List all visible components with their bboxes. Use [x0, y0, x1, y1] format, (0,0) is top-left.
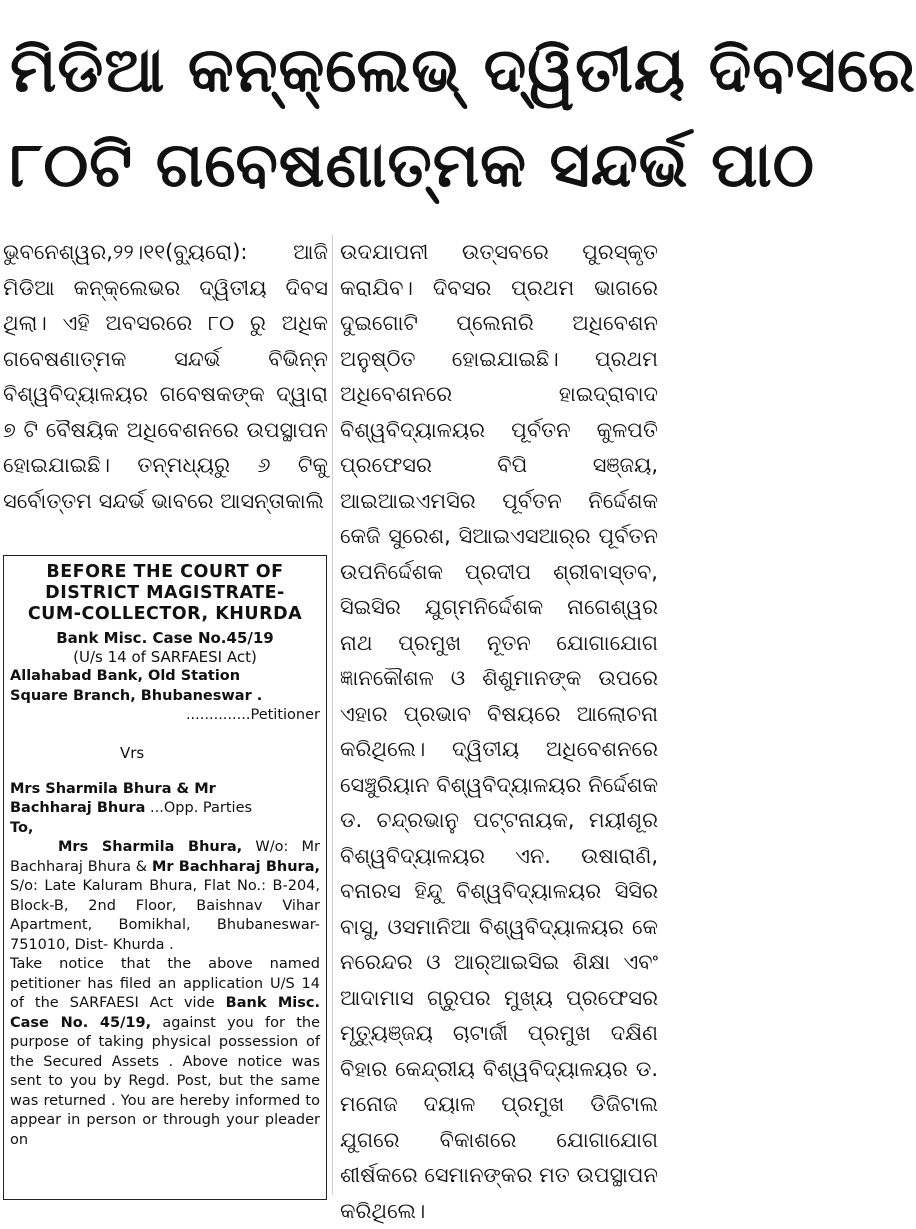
column-divider [332, 235, 333, 1195]
court-heading-line-3: CUM-COLLECTOR, KHURDA [27, 604, 303, 624]
notice-body-part-2: against you for the purpose of taking physical possession of the Secured Assets . Above notice was sent to you by Regd. Post, but the same was returned . You are hereby informed to appear in person or through your pleader on [10, 1014, 320, 1148]
notice-body-part-1: Take notice that the above named petitioner has filed an application U/S 14 of the SARFAESI Act vide [10, 956, 320, 1011]
petitioner-role: ..............Petitioner [185, 707, 320, 723]
addressee-block [10, 838, 320, 955]
article-paragraph-left: ଭୁବନେଶ୍ୱର,୨୨।୧୧(ବ୍ୟୁରୋ): ଆଜି ମିଡିଆ କନ୍‌କ୍ଲେଭର ଦ୍ୱିତୀୟ ଦିବସ ଥିଲା। ଏହି ଅବସରରେ ୮୦ ରୁ ଅଧିକ ଗବେଷଣାତ୍ମକ ସନ୍ଦର୍ଭ ବିଭିନ୍ନ ବିଶ୍ୱବିଦ୍ୟାଳୟର ଗବେଷକଙ୍କ ଦ୍ୱାରା ୭ ଟି ବୈଷୟିକ ଅଧିବେଶନରେ ଉପସ୍ଥାପନ ହୋଇଯାଇଛି। ତନ୍ମଧ୍ୟରୁ ୬ ଟିକୁ ସର୍ବୋତ୍ତମ ସନ୍ଦର୍ଭ ଭାବରେ ଆସନ୍ତାକାଲି [3, 240, 328, 513]
addressee-name-2: Mr Bachharaj Bhura, [151, 858, 320, 875]
petitioner-line-2: Square Branch, Bhubaneswar . [10, 687, 263, 704]
case-number: Bank Misc. Case No.45/19 [56, 629, 274, 647]
petitioner-line-1: Allahabad Bank, Old Station [10, 668, 241, 684]
to-label: To, [10, 819, 34, 836]
versus-label: Vrs [120, 743, 145, 762]
legal-notice-box [3, 555, 327, 1200]
headline [0, 0, 916, 220]
court-heading-line-2: DISTRICT MAGISTRATE- [45, 583, 285, 603]
addressee-address: S/o: Late Kaluram Bhura, Flat No.: B-204, Block-B, 2nd Floor, Baishnav Vihar Apartment, Bomikhal, Bhubaneswar-751010, Dist- Khurda . [10, 878, 320, 953]
opposite-party-name: Bachharaj Bhura [10, 800, 146, 816]
act-reference: (U/s 14 of SARFAESI Act) [73, 648, 257, 666]
court-heading-line-1: BEFORE THE COURT OF [46, 562, 284, 582]
article-left-column [3, 235, 328, 519]
opposite-parties-line-2 [10, 799, 320, 819]
headline-line-2: ୮୦ଟି ଗବେଷଣାତ୍ମକ ସନ୍ଦର୍ଭ ପାଠ [10, 128, 815, 201]
article-right-column [340, 235, 658, 1229]
article-paragraph-right: ଉଦଯାପନୀ ଉତ୍ସବରେ ପୁରସ୍କୃତ କରାଯିବ। ଦିବସର ପ୍ରଥମ ଭାଗରେ ଦୁଇଗୋଟି ପ୍ଲେନାରି ଅଧିବେଶନ ଅନୁଷ୍ଠିତ ହୋଇଯାଇଛି। ପ୍ରଥମ ଅଧିବେଶନରେ ହାଇଦ୍ରାବାଦ ବିଶ୍ୱବିଦ୍ୟାଳୟର ପୂର୍ବତନ କୁଳପତି ପ୍ରଫେସର ବିପି ସଞ୍ଜୟ, ଆଇଆଇଏମସିର ପୂର୍ବତନ ନିର୍ଦ୍ଦେଶକ କେଜି ସୁରେଶ, ସିଆଇଏସଆର୍‌ର ପୂର୍ବତନ ଉପନିର୍ଦ୍ଦେଶକ ପ୍ରଦୀପ ଶ୍ରୀବାସ୍ତବ, ସିଇସିର ଯୁଗ୍ମନିର୍ଦ୍ଦେଶକ ନାଗେଶ୍ୱର ନାଥ ପ୍ରମୁଖ ନୂତନ ଯୋଗାଯୋଗ ଜ୍ଞାନକୌଶଳ ଓ ଶିଶୁମାନଙ୍କ ଉପରେ ଏହାର ପ୍ରଭାବ ବିଷୟରେ ଆଲୋଚନା କରିଥିଲେ। ଦ୍ୱିତୀୟ ଅଧିବେଶନରେ ସେଞ୍ଚୁରିୟାନ ବିଶ୍ୱବିଦ୍ୟାଳୟର ନିର୍ଦ୍ଦେଶକ ଡ. ଚନ୍ଦ୍ରଭାନୁ ପଟ୍ଟନାୟକ, ମୟୀଶୂର ବିଶ୍ୱବିଦ୍ୟାଳୟର ଏନ. ଉଷାରାଣି, ବନାରସ ହିନ୍ଦୁ ବିଶ୍ୱବିଦ୍ୟାଳୟର ସିସିର ବାସୁ, ଓସମାନିଆ ବିଶ୍ୱବିଦ୍ୟାଳୟର କେ ନରେନ୍ଦର ଓ ଆର୍‌ଆଇସିଇ ଶିକ୍ଷା ଏବଂ ଆଦାମାସ ଗ୍ରୁପର ମୁଖ୍ୟ ପ୍ରଫେସର ମୃତ୍ୟୁଞ୍ଜୟ ଚାଟାର୍ଜୀ ପ୍ରମୁଖ ଦକ୍ଷିଣ ବିହାର କେନ୍ଦ୍ରୀୟ ବିଶ୍ୱବିଦ୍ୟାଳୟର ଡ. ମନୋଜ ଦୟାଳ ପ୍ରମୁଖ ଡିଜିଟାଲ ଯୁଗରେ ବିକାଶରେ ଯୋଗାଯୋଗ ଶୀର୍ଷକରେ ସେମାନଙ୍କର ମତ ଉପସ୍ଥାପନ କରିଥିଲେ। [340, 240, 658, 1223]
court-heading [10, 562, 320, 625]
opposite-parties-line-1: Mrs Sharmila Bhura & Mr [10, 780, 216, 797]
opposite-parties-role: ...Opp. Parties [145, 800, 253, 816]
addressee-name-1: Mrs Sharmila Bhura, [58, 839, 243, 855]
headline-line-1: ମିଡିଆ କନ୍‌କ୍ଲେଭ୍ ଦ୍ୱିତୀୟ ଦିବସରେ [10, 33, 916, 106]
notice-body-case-number: Bank Misc. Case No. 45/19, [10, 995, 321, 1031]
addressee-relation: W/o: Mr Bachharaj Bhura & [10, 839, 320, 875]
notice-body [10, 955, 320, 1150]
